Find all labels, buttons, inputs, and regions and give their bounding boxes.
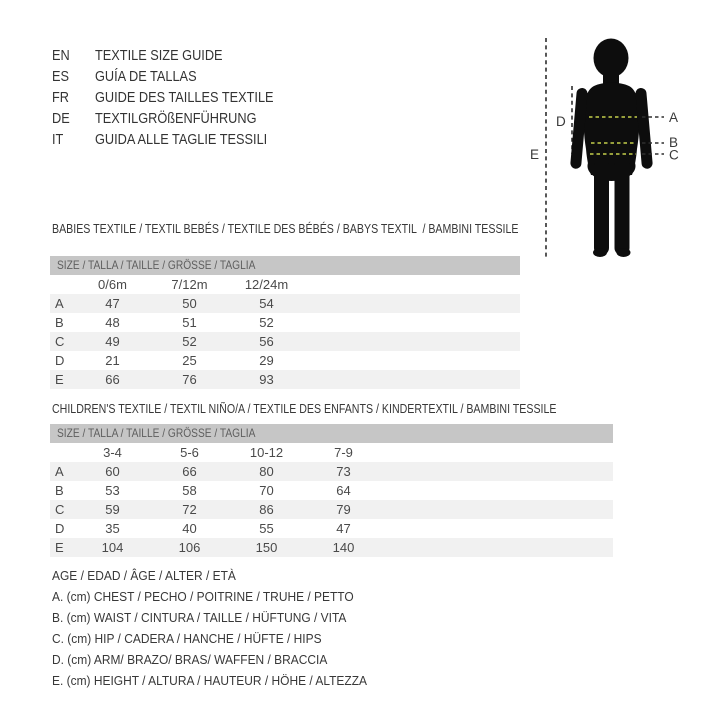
filler-cell [382,519,613,538]
row-label: A [55,296,64,311]
filler-cell [305,275,520,294]
language-title: TEXTILE SIZE GUIDE [95,47,223,64]
children-size-table [50,424,613,557]
legend-age-line [52,565,394,586]
cell-value: 150 [255,540,278,555]
row-label: A [55,464,64,479]
cell-value: 21 [105,353,120,368]
language-row-it [52,129,305,150]
language-row-fr [52,87,305,108]
legend-item-text: C. (cm) HIP / CADERA / HANCHE / HÜFTE / HIPS [52,631,322,646]
cell-value: 104 [101,540,124,555]
language-code: DE [52,110,70,127]
cell-value: 79 [336,502,351,517]
filler-cell [305,294,520,313]
legend-item-text: A. (cm) CHEST / PECHO / POITRINE / TRUHE / PETTO [52,589,354,604]
language-title: TEXTILGRÖßENFÜHRUNG [95,110,257,127]
babies-section-title [52,222,601,237]
legend-item-text: B. (cm) WAIST / CINTURA / TAILLE / HÜFTUNG / VITA [52,610,347,625]
row-label: D [55,521,65,536]
corner-cell [50,443,74,462]
children-section-title [52,402,646,417]
cell-value: 106 [178,540,201,555]
column-header: 3-4 [103,445,122,460]
cell-value: 35 [105,521,120,536]
cell-value: 52 [259,315,274,330]
column-header: 10-12 [249,445,284,460]
legend-item-waist [52,607,394,628]
table-row [50,370,520,389]
table-row [50,462,613,481]
cell-value: 53 [105,483,120,498]
column-header: 5-6 [180,445,199,460]
row-label: C [55,334,65,349]
filler-cell [305,351,520,370]
legend-item-text: E. (cm) HEIGHT / ALTURA / HAUTEUR / HÖHE / ALTEZZA [52,673,367,688]
filler-cell [305,370,520,389]
cell-value: 29 [259,353,274,368]
children-size-header-text: SIZE / TALLA / TAILLE / GRÖSSE / TAGLIA [57,426,256,440]
language-title: GUIDA ALLE TAGLIE TESSILI [95,131,268,148]
figure-label-E: E [530,147,540,162]
cell-value: 48 [105,315,120,330]
row-label: D [55,353,65,368]
cell-value: 76 [182,372,197,387]
table-row [50,332,520,351]
language-code: FR [52,89,69,106]
legend-item-chest [52,586,394,607]
cell-value: 59 [105,502,120,517]
babies-size-header-bar [50,256,520,275]
filler-cell [382,538,613,557]
cell-value: 72 [182,502,197,517]
legend-item-hip [52,628,394,649]
language-row-es [52,66,305,87]
legend-age-text: AGE / EDAD / ÂGE / ALTER / ETÀ [52,568,236,583]
row-label: E [55,540,64,555]
column-header: 0/6m [98,277,127,292]
cell-value: 56 [259,334,274,349]
cell-value: 47 [336,521,351,536]
legend-item-text: D. (cm) ARM/ BRAZO/ BRAS/ WAFFEN / BRACCIA [52,652,328,667]
language-list [52,45,305,150]
row-label: C [55,502,65,517]
cell-value: 66 [182,464,197,479]
babies-column-header-row [50,275,520,294]
language-title: GUIDE DES TAILLES TEXTILE [95,89,274,106]
row-label: B [55,483,64,498]
filler-cell [305,313,520,332]
cell-value: 50 [182,296,197,311]
filler-cell [382,443,613,462]
language-code: ES [52,68,70,85]
figure-label-C: C [669,147,679,163]
figure-label-A: A [669,110,679,125]
table-row [50,294,520,313]
cell-value: 70 [259,483,274,498]
cell-value: 66 [105,372,120,387]
cell-value: 58 [182,483,197,498]
cell-value: 60 [105,464,120,479]
legend-item-height [52,670,394,691]
table-row [50,519,613,538]
filler-cell [382,500,613,519]
cell-value: 55 [259,521,274,536]
cell-value: 80 [259,464,274,479]
table-row [50,500,613,519]
cell-value: 64 [336,483,351,498]
filler-cell [382,462,613,481]
column-header: 12/24m [244,277,289,292]
cell-value: 40 [182,521,197,536]
children-column-header-row [50,443,613,462]
legend-item-arm [52,649,394,670]
column-header: 7/12m [171,277,208,292]
column-header: 7-9 [334,445,353,460]
babies-size-table [50,256,520,389]
children-size-header-bar [50,424,613,443]
figure-label-D: D [556,114,566,129]
language-row-de [52,108,305,129]
row-label: E [55,372,64,387]
babies-size-header-text: SIZE / TALLA / TAILLE / GRÖSSE / TAGLIA [57,258,256,272]
cell-value: 47 [105,296,120,311]
filler-cell [305,332,520,351]
language-title: GUÍA DE TALLAS [95,68,197,85]
cell-value: 52 [182,334,197,349]
children-section-title-text: CHILDREN'S TEXTILE / TEXTIL NIÑO/A / TEXTILE DES ENFANTS / KINDERTEXTIL / BAMBINI TESSILE [52,402,557,416]
cell-value: 86 [259,502,274,517]
cell-value: 93 [259,372,274,387]
language-row-en [52,45,305,66]
cell-value: 25 [182,353,197,368]
measurement-legend [52,565,394,691]
cell-value: 51 [182,315,197,330]
table-row [50,313,520,332]
cell-value: 140 [332,540,355,555]
language-code: EN [52,47,70,64]
table-row [50,538,613,557]
corner-cell [50,275,74,294]
row-label: B [55,315,64,330]
babies-section-title-text: BABIES TEXTILE / TEXTIL BEBÉS / TEXTILE DES BÉBÉS / BABYS TEXTIL / BAMBINI TESSILE [52,222,519,236]
language-code: IT [52,131,64,148]
figure-label-B: B [669,135,679,150]
cell-value: 49 [105,334,120,349]
table-row [50,481,613,500]
cell-value: 73 [336,464,351,479]
filler-cell [382,481,613,500]
table-row [50,351,520,370]
cell-value: 54 [259,296,274,311]
